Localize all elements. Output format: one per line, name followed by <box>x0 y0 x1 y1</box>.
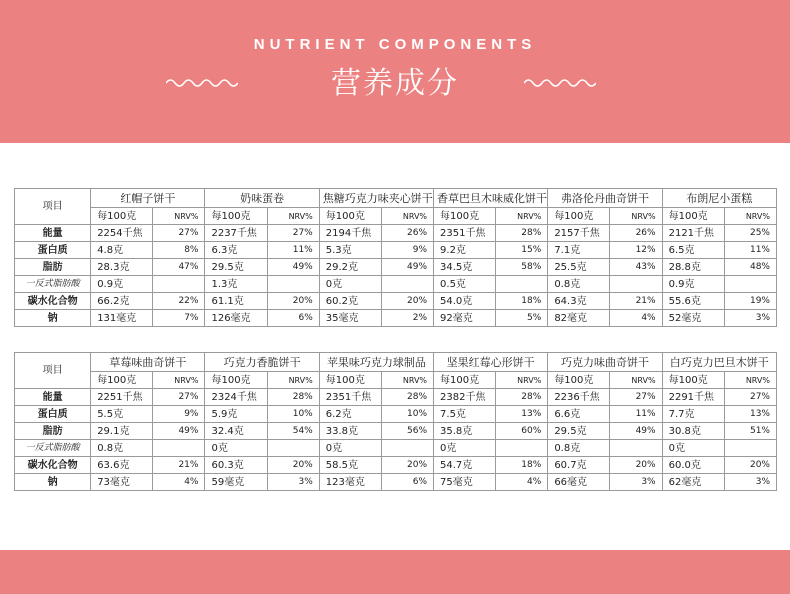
nutrient-value: 52毫克 <box>662 310 724 327</box>
nrv-label: NRV% <box>153 208 205 225</box>
nutrient-row <box>15 276 777 293</box>
nutrient-value: 2236千焦 <box>548 389 610 406</box>
nutrient-value: 2194千焦 <box>319 225 381 242</box>
nutrient-value: 7.7克 <box>662 406 724 423</box>
product-header-row <box>15 353 777 372</box>
nrv-value <box>153 440 205 457</box>
nutrient-row <box>15 242 777 259</box>
product-name: 红帽子饼干 <box>91 189 205 208</box>
nrv-value: 43% <box>610 259 662 276</box>
nrv-value: 8% <box>153 242 205 259</box>
nutrient-value: 61.1克 <box>205 293 267 310</box>
product-name: 布朗尼小蛋糕 <box>662 189 776 208</box>
nrv-value <box>267 276 319 293</box>
per-100g-label: 每100克 <box>319 372 381 389</box>
nrv-value: 12% <box>610 242 662 259</box>
nrv-value: 49% <box>267 259 319 276</box>
nrv-value: 4% <box>153 474 205 491</box>
nutrient-value: 29.5克 <box>548 423 610 440</box>
per-100g-label: 每100克 <box>662 208 724 225</box>
nutrient-value: 0.8克 <box>91 440 153 457</box>
item-header: 项目 <box>15 189 91 225</box>
nutrient-value: 1.3克 <box>205 276 267 293</box>
nutrient-value: 29.2克 <box>319 259 381 276</box>
nrv-value: 20% <box>267 293 319 310</box>
nutrient-value: 35.8克 <box>434 423 496 440</box>
nrv-value: 49% <box>610 423 662 440</box>
nutrition-table-2 <box>14 352 777 491</box>
nutrient-value: 32.4克 <box>205 423 267 440</box>
nrv-value: 3% <box>267 474 319 491</box>
nutrient-value: 63.6克 <box>91 457 153 474</box>
nrv-value: 7% <box>153 310 205 327</box>
nrv-value: 27% <box>267 225 319 242</box>
nutrient-value: 6.6克 <box>548 406 610 423</box>
nrv-value: 27% <box>153 225 205 242</box>
nutrient-value: 62毫克 <box>662 474 724 491</box>
product-name: 香草巴旦木味威化饼干 <box>434 189 548 208</box>
nutrient-value: 75毫克 <box>434 474 496 491</box>
nrv-value <box>381 276 433 293</box>
nutrient-value: 2254千焦 <box>91 225 153 242</box>
nrv-label: NRV% <box>153 372 205 389</box>
nutrient-row <box>15 406 777 423</box>
nutrient-label: 钠 <box>15 474 91 491</box>
section-title: 营养成分 <box>331 66 459 101</box>
nutrient-value: 7.1克 <box>548 242 610 259</box>
nutrient-row <box>15 389 777 406</box>
nrv-value: 49% <box>153 423 205 440</box>
nrv-value <box>724 440 776 457</box>
nrv-value: 2% <box>381 310 433 327</box>
nrv-value: 20% <box>610 457 662 474</box>
nutrient-label: 脂肪 <box>15 423 91 440</box>
nutrient-value: 60.2克 <box>319 293 381 310</box>
nutrient-value: 0克 <box>319 440 381 457</box>
nrv-value <box>724 276 776 293</box>
nrv-value: 28% <box>381 389 433 406</box>
per-100g-label: 每100克 <box>319 208 381 225</box>
nrv-value: 4% <box>610 310 662 327</box>
nrv-value: 3% <box>724 474 776 491</box>
nutrient-label: 碳水化合物 <box>15 293 91 310</box>
product-name: 弗洛伦丹曲奇饼干 <box>548 189 662 208</box>
nutrient-value: 66毫克 <box>548 474 610 491</box>
nrv-value: 15% <box>496 242 548 259</box>
product-name: 苹果味巧克力球制品 <box>319 353 433 372</box>
per-100g-label: 每100克 <box>434 208 496 225</box>
nrv-label: NRV% <box>381 372 433 389</box>
nutrient-value: 2291千焦 <box>662 389 724 406</box>
nrv-value: 58% <box>496 259 548 276</box>
nrv-value: 6% <box>267 310 319 327</box>
nutrient-value: 54.7克 <box>434 457 496 474</box>
nutrient-value: 59毫克 <box>205 474 267 491</box>
per-100g-label: 每100克 <box>662 372 724 389</box>
nutrient-value: 5.3克 <box>319 242 381 259</box>
product-name: 白巧克力巴旦木饼干 <box>662 353 776 372</box>
nutrient-value: 64.3克 <box>548 293 610 310</box>
nutrient-value: 0.8克 <box>548 440 610 457</box>
nutrient-row <box>15 310 777 327</box>
nrv-value <box>496 440 548 457</box>
nrv-label: NRV% <box>724 208 776 225</box>
nrv-value: 3% <box>724 310 776 327</box>
unit-header-row <box>15 372 777 389</box>
nrv-label: NRV% <box>496 208 548 225</box>
per-100g-label: 每100克 <box>91 208 153 225</box>
product-header-row <box>15 189 777 208</box>
nrv-value: 28% <box>496 225 548 242</box>
nrv-value: 60% <box>496 423 548 440</box>
nutrient-row <box>15 293 777 310</box>
nrv-value: 20% <box>381 293 433 310</box>
nutrient-value: 92毫克 <box>434 310 496 327</box>
nutrient-value: 28.8克 <box>662 259 724 276</box>
nrv-label: NRV% <box>381 208 433 225</box>
nutrient-value: 5.9克 <box>205 406 267 423</box>
nrv-value: 11% <box>724 242 776 259</box>
product-name: 坚果红莓心形饼干 <box>434 353 548 372</box>
nrv-value: 28% <box>267 389 319 406</box>
nrv-value: 20% <box>381 457 433 474</box>
nrv-value: 9% <box>381 242 433 259</box>
product-name: 巧克力味曲奇饼干 <box>548 353 662 372</box>
nutrient-value: 33.8克 <box>319 423 381 440</box>
nutrient-value: 66.2克 <box>91 293 153 310</box>
nrv-value: 9% <box>153 406 205 423</box>
nutrient-value: 2382千焦 <box>434 389 496 406</box>
nutrient-value: 123毫克 <box>319 474 381 491</box>
nrv-value: 22% <box>153 293 205 310</box>
nutrient-value: 73毫克 <box>91 474 153 491</box>
nrv-label: NRV% <box>267 372 319 389</box>
nutrient-value: 2121千焦 <box>662 225 724 242</box>
nutrient-label: 能量 <box>15 225 91 242</box>
nutrient-value: 29.1克 <box>91 423 153 440</box>
nutrient-row <box>15 440 777 457</box>
nutrient-value: 6.5克 <box>662 242 724 259</box>
per-100g-label: 每100克 <box>205 208 267 225</box>
nrv-value: 26% <box>610 225 662 242</box>
product-name: 巧克力香脆饼干 <box>205 353 319 372</box>
nutrient-value: 131毫克 <box>91 310 153 327</box>
nrv-value <box>153 276 205 293</box>
nutrient-value: 54.0克 <box>434 293 496 310</box>
nrv-value: 28% <box>496 389 548 406</box>
nutrient-label: 碳水化合物 <box>15 457 91 474</box>
nutrient-row <box>15 225 777 242</box>
nrv-value <box>267 440 319 457</box>
nutrient-label: 脂肪 <box>15 259 91 276</box>
nrv-value: 6% <box>381 474 433 491</box>
nrv-value: 56% <box>381 423 433 440</box>
nrv-value: 19% <box>724 293 776 310</box>
nutrient-row <box>15 474 777 491</box>
nutrient-value: 2351千焦 <box>434 225 496 242</box>
wave-icon <box>524 76 596 90</box>
nutrient-value: 0克 <box>319 276 381 293</box>
nutrient-value: 60.3克 <box>205 457 267 474</box>
nrv-value: 51% <box>724 423 776 440</box>
item-header: 项目 <box>15 353 91 389</box>
nutrient-value: 6.3克 <box>205 242 267 259</box>
nutrient-value: 30.8克 <box>662 423 724 440</box>
nutrient-value: 9.2克 <box>434 242 496 259</box>
nrv-value: 5% <box>496 310 548 327</box>
per-100g-label: 每100克 <box>91 372 153 389</box>
nutrient-value: 2157千焦 <box>548 225 610 242</box>
product-name: 奶味蛋卷 <box>205 189 319 208</box>
nutrient-value: 25.5克 <box>548 259 610 276</box>
nutrient-label: 一反式脂肪酸 <box>15 440 91 457</box>
nrv-value <box>496 276 548 293</box>
nutrient-label: 蛋白质 <box>15 242 91 259</box>
nrv-value: 27% <box>610 389 662 406</box>
nutrient-value: 29.5克 <box>205 259 267 276</box>
nrv-value: 3% <box>610 474 662 491</box>
nutrient-row <box>15 259 777 276</box>
nrv-label: NRV% <box>610 372 662 389</box>
nrv-value: 18% <box>496 457 548 474</box>
nrv-value: 10% <box>267 406 319 423</box>
nrv-value <box>610 440 662 457</box>
nutrient-label: 钠 <box>15 310 91 327</box>
nutrient-value: 55.6克 <box>662 293 724 310</box>
nutrient-value: 126毫克 <box>205 310 267 327</box>
section-subtitle: NUTRIENT COMPONENTS <box>253 36 537 53</box>
nrv-value: 10% <box>381 406 433 423</box>
nrv-value: 27% <box>724 389 776 406</box>
nrv-value: 49% <box>381 259 433 276</box>
per-100g-label: 每100克 <box>205 372 267 389</box>
nrv-value: 20% <box>267 457 319 474</box>
nrv-value: 20% <box>724 457 776 474</box>
nrv-value: 21% <box>610 293 662 310</box>
nutrition-table-1 <box>14 188 777 327</box>
nrv-value: 47% <box>153 259 205 276</box>
nutrient-label: 能量 <box>15 389 91 406</box>
nutrient-value: 5.5克 <box>91 406 153 423</box>
nrv-value: 4% <box>496 474 548 491</box>
per-100g-label: 每100克 <box>548 208 610 225</box>
nrv-label: NRV% <box>496 372 548 389</box>
nutrient-value: 0克 <box>205 440 267 457</box>
nrv-value <box>381 440 433 457</box>
nutrient-value: 35毫克 <box>319 310 381 327</box>
nrv-value: 21% <box>153 457 205 474</box>
nutrient-label: 一反式脂肪酸 <box>15 276 91 293</box>
nutrient-value: 0.9克 <box>91 276 153 293</box>
nrv-value <box>610 276 662 293</box>
nrv-value: 25% <box>724 225 776 242</box>
nrv-value: 26% <box>381 225 433 242</box>
header-banner <box>0 0 790 143</box>
nrv-value: 18% <box>496 293 548 310</box>
nutrient-value: 2324千焦 <box>205 389 267 406</box>
nutrient-value: 0.8克 <box>548 276 610 293</box>
nrv-value: 13% <box>724 406 776 423</box>
nrv-label: NRV% <box>267 208 319 225</box>
nutrient-value: 2237千焦 <box>205 225 267 242</box>
unit-header-row <box>15 208 777 225</box>
nrv-value: 13% <box>496 406 548 423</box>
product-name: 焦糖巧克力味夹心饼干 <box>319 189 433 208</box>
title-row <box>0 64 790 104</box>
nutrient-value: 82毫克 <box>548 310 610 327</box>
nutrient-value: 6.2克 <box>319 406 381 423</box>
nutrient-row <box>15 457 777 474</box>
per-100g-label: 每100克 <box>548 372 610 389</box>
nrv-value: 27% <box>153 389 205 406</box>
nutrient-value: 0克 <box>434 440 496 457</box>
product-name: 草莓味曲奇饼干 <box>91 353 205 372</box>
nutrient-row <box>15 423 777 440</box>
nutrient-value: 2351千焦 <box>319 389 381 406</box>
nutrient-value: 4.8克 <box>91 242 153 259</box>
nrv-label: NRV% <box>610 208 662 225</box>
nutrient-value: 34.5克 <box>434 259 496 276</box>
nutrient-value: 0.5克 <box>434 276 496 293</box>
nrv-value: 54% <box>267 423 319 440</box>
nutrient-value: 0克 <box>662 440 724 457</box>
nutrient-value: 0.9克 <box>662 276 724 293</box>
nrv-value: 11% <box>610 406 662 423</box>
nutrient-label: 蛋白质 <box>15 406 91 423</box>
nutrient-value: 60.7克 <box>548 457 610 474</box>
footer-bar <box>0 550 790 594</box>
nrv-value: 48% <box>724 259 776 276</box>
nutrient-value: 7.5克 <box>434 406 496 423</box>
nutrient-value: 58.5克 <box>319 457 381 474</box>
nutrient-value: 2251千焦 <box>91 389 153 406</box>
per-100g-label: 每100克 <box>434 372 496 389</box>
nrv-value: 11% <box>267 242 319 259</box>
nrv-label: NRV% <box>724 372 776 389</box>
nutrient-value: 28.3克 <box>91 259 153 276</box>
nutrient-value: 60.0克 <box>662 457 724 474</box>
